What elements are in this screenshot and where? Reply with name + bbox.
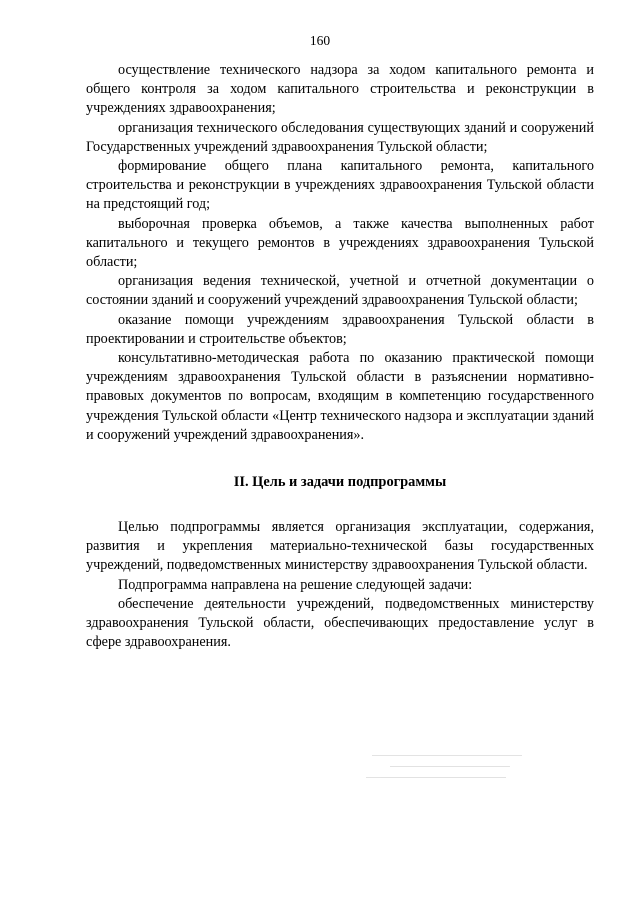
list-item-2: формирование общего плана капитального ремонта, капитального строительства и реконструкции в учреждениях здравоохранения Тульской области на предстоящий год; xyxy=(86,158,594,213)
section-paragraph-2: обеспечение деятельности учреждений, подведомственных министерству здравоохранения Тульской области, обеспечивающих предоставление услуг в сфере здравоохранения. xyxy=(86,595,594,651)
list-item-1: организация технического обследования существующих зданий и сооружений Государственных учреждений здравоохранения Тульской области; xyxy=(86,119,594,155)
list-item-6: консультативно-методическая работа по оказанию практической помощи учреждениям здравоохранения Тульской области в разъяснении нормативно-правовых документов по вопросам, входящим в компетенцию государственного учреждения Тульской области «Центр технического надзора и эксплуатации зданий и сооружений учреждений здравоохранения». xyxy=(86,350,594,443)
section-paragraph-1: Подпрограмма направлена на решение следующей задачи: xyxy=(118,576,473,593)
list-item-3: выборочная проверка объемов, а также качества выполненных работ капитального и текущего ремонтов в учреждениях здравоохранения Тульской области; xyxy=(86,215,594,271)
section-paragraph-0: Целью подпрограммы является организация эксплуатации, содержания, развития и укрепления материально-технической базы государственных учреждений, подведомственных министерству здравоохранения Тульской области. xyxy=(86,519,594,574)
document-body xyxy=(86,61,594,652)
section-heading: II. Цель и задачи подпрограммы xyxy=(233,474,447,491)
list-item-5: оказание помощи учреждениям здравоохранения Тульской области в проектировании и строительстве объектов; xyxy=(86,311,594,347)
list-item-0: осуществление технического надзора за ходом капитального ремонта и общего контроля за ходом капитального строительства и реконструкции в учреждениях здравоохранения; xyxy=(86,62,594,117)
page-number: 160 xyxy=(309,33,331,48)
faded-stamp xyxy=(360,745,540,805)
list-item-4: организация ведения технической, учетной и отчетной документации о состоянии зданий и сооружений учреждений здравоохранения Тульской области; xyxy=(86,273,594,309)
